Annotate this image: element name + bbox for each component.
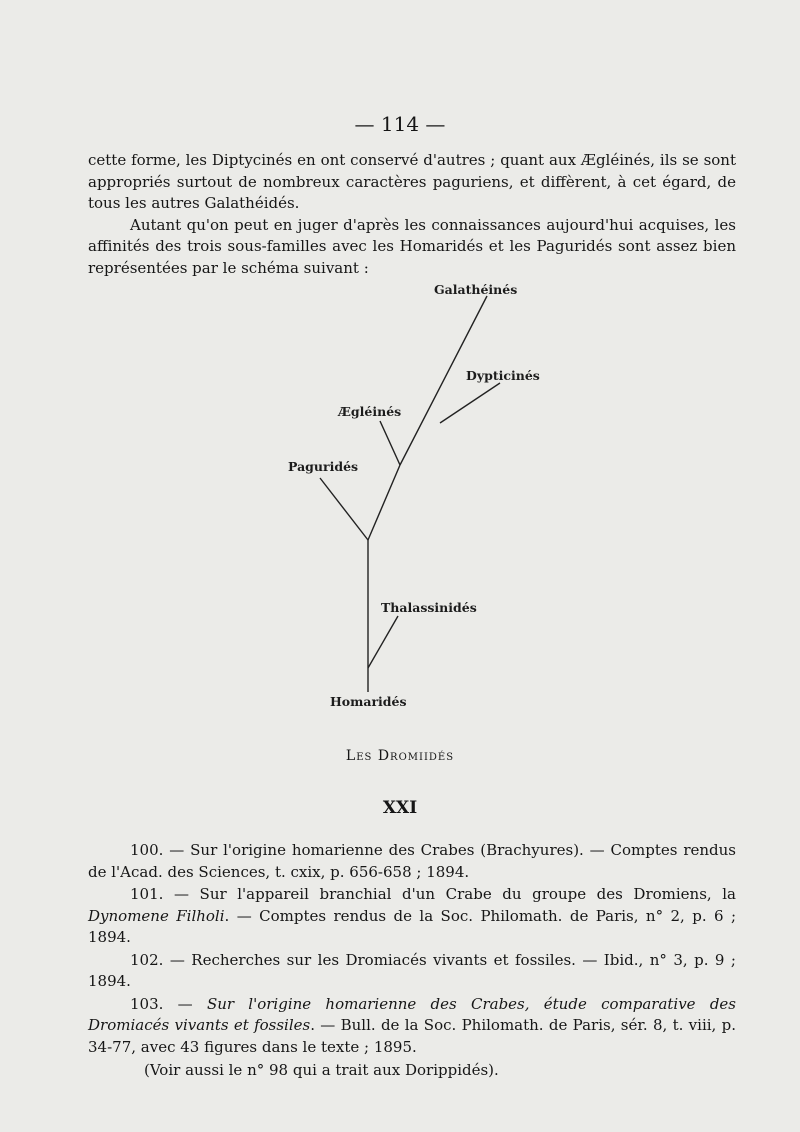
diagram-branch-dypticines (440, 383, 500, 423)
reference-italic-title: Dynomene Filholi (88, 906, 225, 925)
reference-entry (88, 994, 736, 1059)
cross-reference-note: (Voir aussi le n° 98 qui a trait aux Dorippidés). (144, 1061, 499, 1079)
reference-entry (88, 950, 736, 993)
references-list (88, 840, 736, 1082)
reference-number: 101. (130, 885, 164, 903)
section-number: XXI (382, 798, 418, 818)
section-title-prefix: Les (345, 748, 373, 764)
reference-entry (88, 840, 736, 883)
label-aegleines: Ægléinés (338, 404, 402, 419)
reference-italic-title: Sur l'origine homarienne des Crabes, étude comparative des Dromiacés vivants et fossiles (88, 994, 736, 1034)
diagram-branch-thalassinides (368, 616, 398, 668)
reference-number: 103. (130, 994, 164, 1013)
diagram-trunk-upper (368, 465, 400, 540)
reference-text: — Recherches sur les Dromiacés vivants et fossiles. — Ibid., n° 3, p. 9 ; 1894. (88, 950, 736, 990)
diagram-branch-pagurides (320, 478, 368, 540)
diagram-branch-aegleines (380, 421, 400, 465)
reference-text-after: . — Bull. de la Soc. Philomath. de Paris, sér. 8, t. viii, p. 34-77, avec 43 figures dans le texte ; 1895. (88, 1016, 736, 1056)
page-number: — 114 — (354, 112, 446, 136)
intro-paragraph-2: Autant qu'on peut en juger d'après les connaissances aujourd'hui acquises, les affinités des trois sous-familles avec les Homaridés et les Paguridés sont assez bien représentées par le schéma suivant : (88, 215, 736, 277)
intro-paragraph-1: cette forme, les Diptycinés en ont conservé d'autres ; quant aux Ægléinés, ils se sont appropriés surtout de nombreux caractères paguriens, et diffèrent, à cet égard, de tous les autres Galathéidés. (88, 151, 736, 212)
label-pagurides: Paguridés (288, 459, 359, 474)
label-dypticines: Dypticinés (466, 368, 540, 383)
reference-text: — Sur l'appareil branchial d'un Crabe du groupe des Dromiens, la (173, 885, 736, 903)
reference-text-after: . — Comptes rendus de la Soc. Philomath. de Paris, n° 2, p. 6 ; 1894. (88, 906, 736, 946)
label-galatheines: Galathéinés (434, 282, 518, 297)
reference-entry (88, 884, 736, 949)
reference-text: — Sur l'origine homarienne des Crabes (Brachyures). — Comptes rendus de l'Acad. des Sciences, t. cxix, p. 656-658 ; 1894. (88, 841, 736, 881)
label-homarides: Homaridés (330, 694, 407, 709)
label-thalassinides: Thalassinidés (381, 600, 477, 615)
reference-number: 102. (130, 950, 164, 969)
reference-text: — (177, 994, 207, 1013)
section-title-main: Dromiidés (377, 748, 455, 764)
section-title (0, 748, 800, 764)
reference-number: 100. (130, 841, 164, 859)
